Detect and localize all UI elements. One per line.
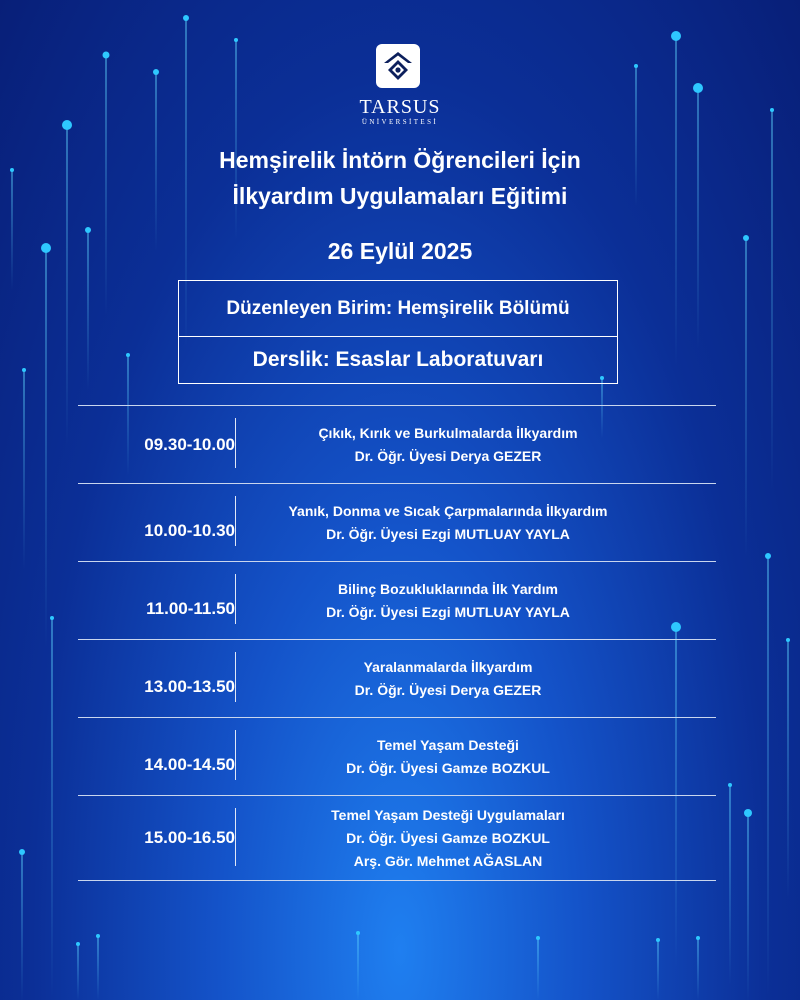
row-divider bbox=[235, 418, 236, 468]
info-box bbox=[178, 280, 618, 384]
session-topic: Bilinç Bozukluklarında İlk Yardım bbox=[338, 580, 558, 597]
logo-subtitle: ÜNİVERSİTESİ bbox=[361, 118, 439, 126]
session-speaker: Dr. Öğr. Üyesi Ezgi MUTLUAY YAYLA bbox=[326, 525, 570, 542]
row-divider bbox=[235, 808, 236, 866]
row-divider bbox=[235, 730, 236, 780]
light-line bbox=[12, 170, 13, 290]
row-divider bbox=[235, 652, 236, 702]
light-dot bbox=[656, 938, 660, 942]
row-divider bbox=[235, 574, 236, 624]
light-dot bbox=[10, 168, 14, 172]
light-dot bbox=[76, 942, 80, 946]
light-dot bbox=[85, 227, 91, 233]
light-dot bbox=[671, 31, 681, 41]
title-line-2: İlkyardım Uygulamaları Eğitimi bbox=[232, 183, 568, 209]
light-line bbox=[88, 230, 89, 390]
light-line bbox=[22, 852, 23, 1000]
session-details bbox=[238, 796, 658, 880]
logo-wordmark: TARSUS bbox=[359, 96, 441, 118]
event-date: 26 Eylül 2025 bbox=[327, 238, 473, 264]
light-dot bbox=[126, 353, 130, 357]
light-line bbox=[98, 936, 99, 1000]
session-topic: Yanık, Donma ve Sıcak Çarpmalarında İlkyardım bbox=[288, 502, 608, 519]
light-dot bbox=[728, 783, 732, 787]
light-dot bbox=[183, 15, 189, 21]
light-line bbox=[698, 88, 699, 348]
light-dot bbox=[770, 108, 774, 112]
light-line bbox=[746, 238, 747, 558]
session-details bbox=[238, 484, 658, 561]
light-line bbox=[538, 938, 539, 1000]
session-speaker: Dr. Öğr. Üyesi Ezgi MUTLUAY YAYLA bbox=[326, 603, 570, 620]
light-line bbox=[772, 110, 773, 490]
session-speaker: Arş. Gör. Mehmet AĞASLAN bbox=[353, 852, 543, 869]
light-dot bbox=[356, 931, 360, 935]
light-dot bbox=[50, 616, 54, 620]
light-dot bbox=[693, 83, 703, 93]
light-line bbox=[658, 940, 659, 1000]
session-speaker: Dr. Öğr. Üyesi Gamze BOZKUL bbox=[346, 759, 550, 776]
light-dot bbox=[19, 849, 25, 855]
session-time: 13.00-13.50 bbox=[144, 676, 235, 696]
light-dot bbox=[536, 936, 540, 940]
light-line bbox=[698, 938, 699, 1000]
session-topic: Temel Yaşam Desteği bbox=[377, 736, 519, 753]
session-time: 15.00-16.50 bbox=[144, 828, 235, 847]
session-details bbox=[238, 406, 658, 483]
schedule-row bbox=[78, 561, 716, 639]
light-dot bbox=[786, 638, 790, 642]
light-line bbox=[768, 556, 769, 996]
light-dot bbox=[62, 120, 72, 130]
light-dot bbox=[96, 934, 100, 938]
schedule-table bbox=[78, 405, 716, 881]
university-logo bbox=[376, 44, 420, 88]
light-dot bbox=[103, 52, 110, 59]
session-time: 09.30-10.00 bbox=[144, 434, 235, 454]
session-topic: Temel Yaşam Desteği Uygulamaları bbox=[331, 806, 565, 823]
light-line bbox=[358, 933, 359, 1000]
tarsus-university-emblem-icon bbox=[381, 49, 415, 83]
light-line bbox=[24, 370, 25, 570]
session-time: 14.00-14.50 bbox=[144, 754, 235, 774]
light-line bbox=[748, 813, 749, 1000]
light-line bbox=[46, 248, 47, 648]
light-dot bbox=[153, 69, 159, 75]
schedule-row bbox=[78, 483, 716, 561]
light-dot bbox=[634, 64, 638, 68]
session-speaker: Dr. Öğr. Üyesi Derya GEZER bbox=[354, 447, 542, 464]
light-dot bbox=[696, 936, 700, 940]
light-line bbox=[730, 785, 731, 985]
light-dot bbox=[743, 235, 749, 241]
session-time: 10.00-10.30 bbox=[144, 520, 235, 540]
schedule-row bbox=[78, 795, 716, 881]
session-time: 11.00-11.50 bbox=[146, 598, 235, 618]
classroom-label: Derslik: Esaslar Laboratuvarı bbox=[252, 348, 544, 371]
light-dot bbox=[234, 38, 238, 42]
schedule-row bbox=[78, 405, 716, 483]
light-line bbox=[67, 125, 68, 445]
light-dot bbox=[22, 368, 26, 372]
row-divider bbox=[235, 496, 236, 546]
page-title bbox=[100, 142, 700, 214]
light-dot bbox=[744, 809, 752, 817]
session-topic: Çıkık, Kırık ve Burkulmalarda İlkyardım bbox=[318, 424, 578, 441]
organizer-label: Düzenleyen Birim: Hemşirelik Bölümü bbox=[179, 281, 617, 337]
schedule-row bbox=[78, 639, 716, 717]
schedule-row bbox=[78, 717, 716, 795]
light-line bbox=[78, 944, 79, 1000]
light-line bbox=[788, 640, 789, 900]
title-line-1: Hemşirelik İntörn Öğrencileri İçin bbox=[219, 147, 581, 173]
session-details bbox=[238, 562, 658, 639]
light-dot bbox=[765, 553, 771, 559]
light-line bbox=[52, 618, 53, 998]
session-details bbox=[238, 640, 658, 717]
session-details bbox=[238, 718, 658, 795]
session-speaker: Dr. Öğr. Üyesi Gamze BOZKUL bbox=[346, 829, 550, 846]
light-dot bbox=[41, 243, 51, 253]
session-speaker: Dr. Öğr. Üyesi Derya GEZER bbox=[354, 681, 542, 698]
session-topic: Yaralanmalarda İlkyardım bbox=[363, 658, 533, 675]
